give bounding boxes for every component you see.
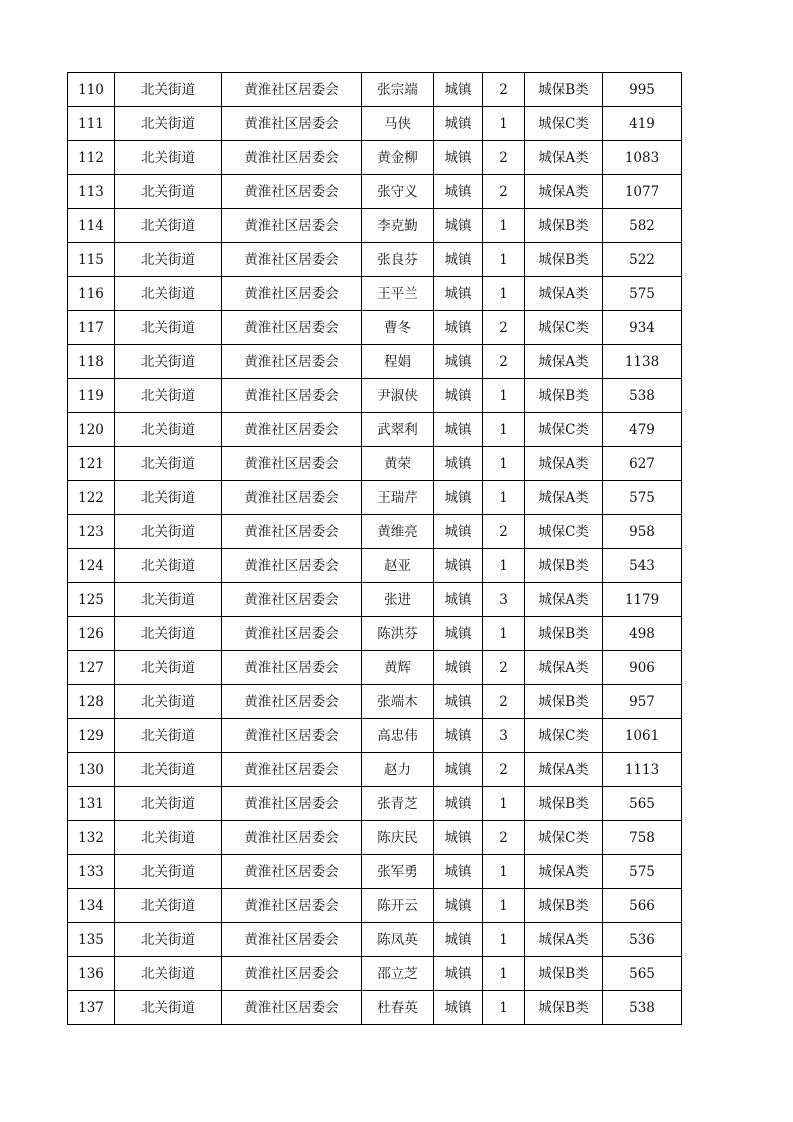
name-cell: 王瑞芹 [362, 481, 434, 515]
household-count-cell: 1 [483, 107, 525, 141]
row-number-cell: 123 [68, 515, 115, 549]
amount-cell: 958 [603, 515, 682, 549]
household-count-cell: 1 [483, 787, 525, 821]
table-row [68, 753, 682, 787]
street-cell: 北关街道 [115, 379, 222, 413]
amount-cell: 575 [603, 481, 682, 515]
household-count-cell: 2 [483, 821, 525, 855]
table-row [68, 107, 682, 141]
area-type-cell: 城镇 [434, 107, 483, 141]
area-type-cell: 城镇 [434, 617, 483, 651]
name-cell: 黄金柳 [362, 141, 434, 175]
household-count-cell: 1 [483, 923, 525, 957]
household-count-cell: 3 [483, 719, 525, 753]
category-cell: 城保B类 [525, 685, 603, 719]
street-cell: 北关街道 [115, 991, 222, 1025]
street-cell: 北关街道 [115, 447, 222, 481]
amount-cell: 995 [603, 73, 682, 107]
category-cell: 城保B类 [525, 787, 603, 821]
category-cell: 城保C类 [525, 821, 603, 855]
table-row [68, 583, 682, 617]
row-number-cell: 122 [68, 481, 115, 515]
category-cell: 城保C类 [525, 107, 603, 141]
name-cell: 邵立芝 [362, 957, 434, 991]
area-type-cell: 城镇 [434, 277, 483, 311]
household-count-cell: 1 [483, 617, 525, 651]
amount-cell: 565 [603, 787, 682, 821]
row-number-cell: 127 [68, 651, 115, 685]
street-cell: 北关街道 [115, 651, 222, 685]
table-row [68, 379, 682, 413]
amount-cell: 934 [603, 311, 682, 345]
name-cell: 张青芝 [362, 787, 434, 821]
committee-cell: 黄淮社区居委会 [222, 549, 362, 583]
household-count-cell: 1 [483, 379, 525, 413]
name-cell: 陈洪芬 [362, 617, 434, 651]
name-cell: 赵力 [362, 753, 434, 787]
committee-cell: 黄淮社区居委会 [222, 447, 362, 481]
committee-cell: 黄淮社区居委会 [222, 889, 362, 923]
row-number-cell: 125 [68, 583, 115, 617]
name-cell: 武翠利 [362, 413, 434, 447]
name-cell: 张守义 [362, 175, 434, 209]
household-count-cell: 1 [483, 481, 525, 515]
category-cell: 城保B类 [525, 379, 603, 413]
amount-cell: 758 [603, 821, 682, 855]
household-count-cell: 3 [483, 583, 525, 617]
row-number-cell: 117 [68, 311, 115, 345]
amount-cell: 1077 [603, 175, 682, 209]
category-cell: 城保A类 [525, 923, 603, 957]
household-count-cell: 1 [483, 277, 525, 311]
committee-cell: 黄淮社区居委会 [222, 311, 362, 345]
row-number-cell: 119 [68, 379, 115, 413]
row-number-cell: 112 [68, 141, 115, 175]
row-number-cell: 113 [68, 175, 115, 209]
name-cell: 张端木 [362, 685, 434, 719]
committee-cell: 黄淮社区居委会 [222, 617, 362, 651]
category-cell: 城保B类 [525, 243, 603, 277]
category-cell: 城保A类 [525, 345, 603, 379]
amount-cell: 627 [603, 447, 682, 481]
row-number-cell: 136 [68, 957, 115, 991]
area-type-cell: 城镇 [434, 311, 483, 345]
street-cell: 北关街道 [115, 311, 222, 345]
street-cell: 北关街道 [115, 243, 222, 277]
name-cell: 黄维亮 [362, 515, 434, 549]
category-cell: 城保A类 [525, 481, 603, 515]
table-row [68, 651, 682, 685]
household-count-cell: 1 [483, 209, 525, 243]
name-cell: 赵亚 [362, 549, 434, 583]
household-count-cell: 1 [483, 991, 525, 1025]
name-cell: 张良芬 [362, 243, 434, 277]
committee-cell: 黄淮社区居委会 [222, 413, 362, 447]
name-cell: 陈凤英 [362, 923, 434, 957]
committee-cell: 黄淮社区居委会 [222, 719, 362, 753]
street-cell: 北关街道 [115, 753, 222, 787]
area-type-cell: 城镇 [434, 345, 483, 379]
street-cell: 北关街道 [115, 107, 222, 141]
row-number-cell: 131 [68, 787, 115, 821]
area-type-cell: 城镇 [434, 719, 483, 753]
area-type-cell: 城镇 [434, 821, 483, 855]
street-cell: 北关街道 [115, 549, 222, 583]
amount-cell: 575 [603, 277, 682, 311]
street-cell: 北关街道 [115, 345, 222, 379]
street-cell: 北关街道 [115, 73, 222, 107]
street-cell: 北关街道 [115, 277, 222, 311]
committee-cell: 黄淮社区居委会 [222, 107, 362, 141]
category-cell: 城保A类 [525, 855, 603, 889]
committee-cell: 黄淮社区居委会 [222, 855, 362, 889]
row-number-cell: 116 [68, 277, 115, 311]
street-cell: 北关街道 [115, 957, 222, 991]
committee-cell: 黄淮社区居委会 [222, 515, 362, 549]
category-cell: 城保A类 [525, 583, 603, 617]
name-cell: 杜春英 [362, 991, 434, 1025]
amount-cell: 479 [603, 413, 682, 447]
name-cell: 黄荣 [362, 447, 434, 481]
row-number-cell: 110 [68, 73, 115, 107]
committee-cell: 黄淮社区居委会 [222, 923, 362, 957]
amount-cell: 582 [603, 209, 682, 243]
row-number-cell: 129 [68, 719, 115, 753]
committee-cell: 黄淮社区居委会 [222, 175, 362, 209]
category-cell: 城保A类 [525, 753, 603, 787]
row-number-cell: 111 [68, 107, 115, 141]
area-type-cell: 城镇 [434, 685, 483, 719]
area-type-cell: 城镇 [434, 379, 483, 413]
category-cell: 城保B类 [525, 549, 603, 583]
committee-cell: 黄淮社区居委会 [222, 957, 362, 991]
table-row [68, 957, 682, 991]
street-cell: 北关街道 [115, 855, 222, 889]
name-cell: 张进 [362, 583, 434, 617]
name-cell: 李克勤 [362, 209, 434, 243]
row-number-cell: 137 [68, 991, 115, 1025]
table-row [68, 889, 682, 923]
area-type-cell: 城镇 [434, 753, 483, 787]
category-cell: 城保B类 [525, 957, 603, 991]
row-number-cell: 135 [68, 923, 115, 957]
name-cell: 曹冬 [362, 311, 434, 345]
row-number-cell: 115 [68, 243, 115, 277]
street-cell: 北关街道 [115, 923, 222, 957]
amount-cell: 575 [603, 855, 682, 889]
amount-cell: 565 [603, 957, 682, 991]
table-row [68, 821, 682, 855]
name-cell: 黄辉 [362, 651, 434, 685]
table-row [68, 855, 682, 889]
row-number-cell: 132 [68, 821, 115, 855]
name-cell: 程娟 [362, 345, 434, 379]
area-type-cell: 城镇 [434, 923, 483, 957]
area-type-cell: 城镇 [434, 991, 483, 1025]
area-type-cell: 城镇 [434, 889, 483, 923]
area-type-cell: 城镇 [434, 651, 483, 685]
area-type-cell: 城镇 [434, 583, 483, 617]
area-type-cell: 城镇 [434, 957, 483, 991]
area-type-cell: 城镇 [434, 447, 483, 481]
committee-cell: 黄淮社区居委会 [222, 753, 362, 787]
area-type-cell: 城镇 [434, 515, 483, 549]
street-cell: 北关街道 [115, 685, 222, 719]
table-row [68, 73, 682, 107]
amount-cell: 543 [603, 549, 682, 583]
area-type-cell: 城镇 [434, 787, 483, 821]
category-cell: 城保C类 [525, 413, 603, 447]
amount-cell: 419 [603, 107, 682, 141]
table-row [68, 277, 682, 311]
amount-cell: 566 [603, 889, 682, 923]
category-cell: 城保A类 [525, 651, 603, 685]
household-count-cell: 1 [483, 413, 525, 447]
committee-cell: 黄淮社区居委会 [222, 141, 362, 175]
area-type-cell: 城镇 [434, 175, 483, 209]
category-cell: 城保C类 [525, 719, 603, 753]
household-count-cell: 1 [483, 243, 525, 277]
row-number-cell: 126 [68, 617, 115, 651]
table-row [68, 549, 682, 583]
amount-cell: 538 [603, 991, 682, 1025]
committee-cell: 黄淮社区居委会 [222, 345, 362, 379]
row-number-cell: 133 [68, 855, 115, 889]
category-cell: 城保C类 [525, 515, 603, 549]
table-row [68, 991, 682, 1025]
area-type-cell: 城镇 [434, 73, 483, 107]
street-cell: 北关街道 [115, 141, 222, 175]
roster-body [68, 73, 682, 1025]
category-cell: 城保A类 [525, 447, 603, 481]
row-number-cell: 128 [68, 685, 115, 719]
household-count-cell: 2 [483, 73, 525, 107]
table-row [68, 345, 682, 379]
row-number-cell: 118 [68, 345, 115, 379]
table-row [68, 175, 682, 209]
row-number-cell: 130 [68, 753, 115, 787]
area-type-cell: 城镇 [434, 413, 483, 447]
row-number-cell: 121 [68, 447, 115, 481]
committee-cell: 黄淮社区居委会 [222, 787, 362, 821]
committee-cell: 黄淮社区居委会 [222, 991, 362, 1025]
household-count-cell: 2 [483, 141, 525, 175]
table-row [68, 447, 682, 481]
roster-table [67, 72, 682, 1025]
household-count-cell: 1 [483, 549, 525, 583]
street-cell: 北关街道 [115, 175, 222, 209]
table-row [68, 787, 682, 821]
table-row [68, 141, 682, 175]
category-cell: 城保C类 [525, 311, 603, 345]
household-count-cell: 1 [483, 957, 525, 991]
name-cell: 陈庆民 [362, 821, 434, 855]
street-cell: 北关街道 [115, 481, 222, 515]
amount-cell: 1113 [603, 753, 682, 787]
row-number-cell: 120 [68, 413, 115, 447]
category-cell: 城保A类 [525, 277, 603, 311]
amount-cell: 1061 [603, 719, 682, 753]
table-row [68, 243, 682, 277]
amount-cell: 498 [603, 617, 682, 651]
street-cell: 北关街道 [115, 719, 222, 753]
committee-cell: 黄淮社区居委会 [222, 583, 362, 617]
area-type-cell: 城镇 [434, 209, 483, 243]
category-cell: 城保B类 [525, 209, 603, 243]
row-number-cell: 124 [68, 549, 115, 583]
committee-cell: 黄淮社区居委会 [222, 821, 362, 855]
table-row [68, 685, 682, 719]
street-cell: 北关街道 [115, 889, 222, 923]
area-type-cell: 城镇 [434, 549, 483, 583]
category-cell: 城保A类 [525, 175, 603, 209]
name-cell: 尹淑侠 [362, 379, 434, 413]
household-count-cell: 1 [483, 855, 525, 889]
name-cell: 王平兰 [362, 277, 434, 311]
amount-cell: 536 [603, 923, 682, 957]
amount-cell: 1138 [603, 345, 682, 379]
name-cell: 马侠 [362, 107, 434, 141]
category-cell: 城保B类 [525, 73, 603, 107]
name-cell: 高忠伟 [362, 719, 434, 753]
street-cell: 北关街道 [115, 821, 222, 855]
committee-cell: 黄淮社区居委会 [222, 243, 362, 277]
category-cell: 城保B类 [525, 991, 603, 1025]
category-cell: 城保A类 [525, 141, 603, 175]
area-type-cell: 城镇 [434, 243, 483, 277]
household-count-cell: 2 [483, 345, 525, 379]
household-count-cell: 2 [483, 651, 525, 685]
amount-cell: 1179 [603, 583, 682, 617]
amount-cell: 906 [603, 651, 682, 685]
table-row [68, 481, 682, 515]
table-row [68, 515, 682, 549]
category-cell: 城保B类 [525, 617, 603, 651]
committee-cell: 黄淮社区居委会 [222, 277, 362, 311]
committee-cell: 黄淮社区居委会 [222, 209, 362, 243]
household-count-cell: 1 [483, 889, 525, 923]
category-cell: 城保B类 [525, 889, 603, 923]
household-count-cell: 2 [483, 175, 525, 209]
household-count-cell: 2 [483, 685, 525, 719]
committee-cell: 黄淮社区居委会 [222, 481, 362, 515]
row-number-cell: 114 [68, 209, 115, 243]
household-count-cell: 1 [483, 447, 525, 481]
area-type-cell: 城镇 [434, 855, 483, 889]
committee-cell: 黄淮社区居委会 [222, 685, 362, 719]
street-cell: 北关街道 [115, 787, 222, 821]
table-row [68, 311, 682, 345]
name-cell: 张宗端 [362, 73, 434, 107]
committee-cell: 黄淮社区居委会 [222, 73, 362, 107]
table-row [68, 413, 682, 447]
household-count-cell: 2 [483, 515, 525, 549]
household-count-cell: 2 [483, 311, 525, 345]
committee-cell: 黄淮社区居委会 [222, 379, 362, 413]
area-type-cell: 城镇 [434, 481, 483, 515]
committee-cell: 黄淮社区居委会 [222, 651, 362, 685]
table-row [68, 719, 682, 753]
name-cell: 陈开云 [362, 889, 434, 923]
street-cell: 北关街道 [115, 583, 222, 617]
street-cell: 北关街道 [115, 617, 222, 651]
amount-cell: 538 [603, 379, 682, 413]
amount-cell: 1083 [603, 141, 682, 175]
table-row [68, 209, 682, 243]
area-type-cell: 城镇 [434, 141, 483, 175]
street-cell: 北关街道 [115, 515, 222, 549]
name-cell: 张军勇 [362, 855, 434, 889]
amount-cell: 522 [603, 243, 682, 277]
amount-cell: 957 [603, 685, 682, 719]
row-number-cell: 134 [68, 889, 115, 923]
household-count-cell: 2 [483, 753, 525, 787]
street-cell: 北关街道 [115, 413, 222, 447]
table-row [68, 923, 682, 957]
street-cell: 北关街道 [115, 209, 222, 243]
table-row [68, 617, 682, 651]
